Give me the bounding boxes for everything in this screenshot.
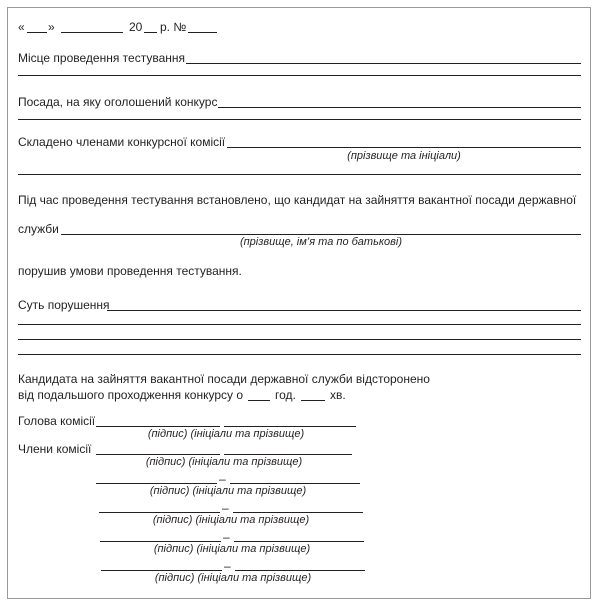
member4-signature-field[interactable] <box>100 529 221 542</box>
essence-field-line2[interactable] <box>18 312 581 325</box>
member2-name-field[interactable] <box>230 471 360 484</box>
member3-hint: (підпис) (ініціали та прізвище) <box>152 514 310 526</box>
position-field-line2[interactable] <box>18 107 581 120</box>
violated-text: порушив умови проведення тестування. <box>18 264 242 278</box>
member1-hint: (підпис) (ініціали та прізвище) <box>145 456 303 468</box>
members-label: Члени комісії <box>18 442 92 456</box>
candidate-name-hint: (прізвище, ім’я та по батькові) <box>239 236 403 248</box>
member1-name-field[interactable] <box>224 442 352 455</box>
member3-name-field[interactable] <box>233 500 363 513</box>
chair-name-field[interactable] <box>224 414 356 427</box>
essence-field-line4[interactable] <box>18 342 581 355</box>
position-label: Посада, на яку оголошений конкурс <box>18 95 218 109</box>
member4-name-field[interactable] <box>234 529 364 542</box>
year-field[interactable] <box>144 20 157 33</box>
member5-name-field[interactable] <box>235 558 365 571</box>
member5-hint: (підпис) (ініціали та прізвище) <box>154 572 312 584</box>
removal-line2: від подальшого проходження конкурсу о <box>18 388 244 402</box>
essence-field[interactable] <box>107 298 581 311</box>
member5-signature-field[interactable] <box>101 558 222 571</box>
chair-hint: (підпис) (ініціали та прізвище) <box>147 428 305 440</box>
quote-close: » <box>48 20 55 34</box>
day-field[interactable] <box>27 20 47 33</box>
essence-label: Суть порушення <box>18 298 110 312</box>
member5-dash: – <box>224 559 231 573</box>
composed-field[interactable] <box>227 135 581 148</box>
place-label: Місце проведення тестування <box>18 51 185 65</box>
member2-hint: (підпис) (ініціали та прізвище) <box>149 485 307 497</box>
member3-signature-field[interactable] <box>99 500 220 513</box>
found-text: Під час проведення тестування встановлено, що кандидат на зайняття вакантної посади державної <box>18 193 577 207</box>
member2-dash: – <box>219 472 226 486</box>
place-field-line2[interactable] <box>18 63 581 76</box>
hours-label: год. <box>275 388 296 402</box>
member4-hint: (підпис) (ініціали та прізвище) <box>153 543 311 555</box>
composed-label: Складено членами конкурсної комісії <box>18 135 226 149</box>
member4-dash: – <box>223 530 230 544</box>
hours-field[interactable] <box>248 388 270 401</box>
composed-field-line2[interactable] <box>18 162 581 175</box>
member3-dash: – <box>222 501 229 515</box>
chair-signature-field[interactable] <box>96 414 220 427</box>
year-prefix: 20 <box>129 20 143 34</box>
essence-field-line3[interactable] <box>18 327 581 340</box>
minutes-field[interactable] <box>301 388 325 401</box>
number-field[interactable] <box>188 20 217 33</box>
month-field[interactable] <box>61 20 123 33</box>
candidate-name-field[interactable] <box>61 222 581 235</box>
service-label: служби <box>18 222 59 236</box>
number-label: р. № <box>160 20 187 34</box>
composed-hint: (прізвище та ініціали) <box>347 150 461 162</box>
member1-signature-field[interactable] <box>96 442 220 455</box>
quote-open: « <box>18 20 25 34</box>
chair-label: Голова комісії <box>18 414 96 428</box>
minutes-label: хв. <box>330 388 346 402</box>
removal-line1: Кандидата на зайняття вакантної посади державної служби відсторонено <box>18 372 430 386</box>
member2-signature-field[interactable] <box>96 471 217 484</box>
